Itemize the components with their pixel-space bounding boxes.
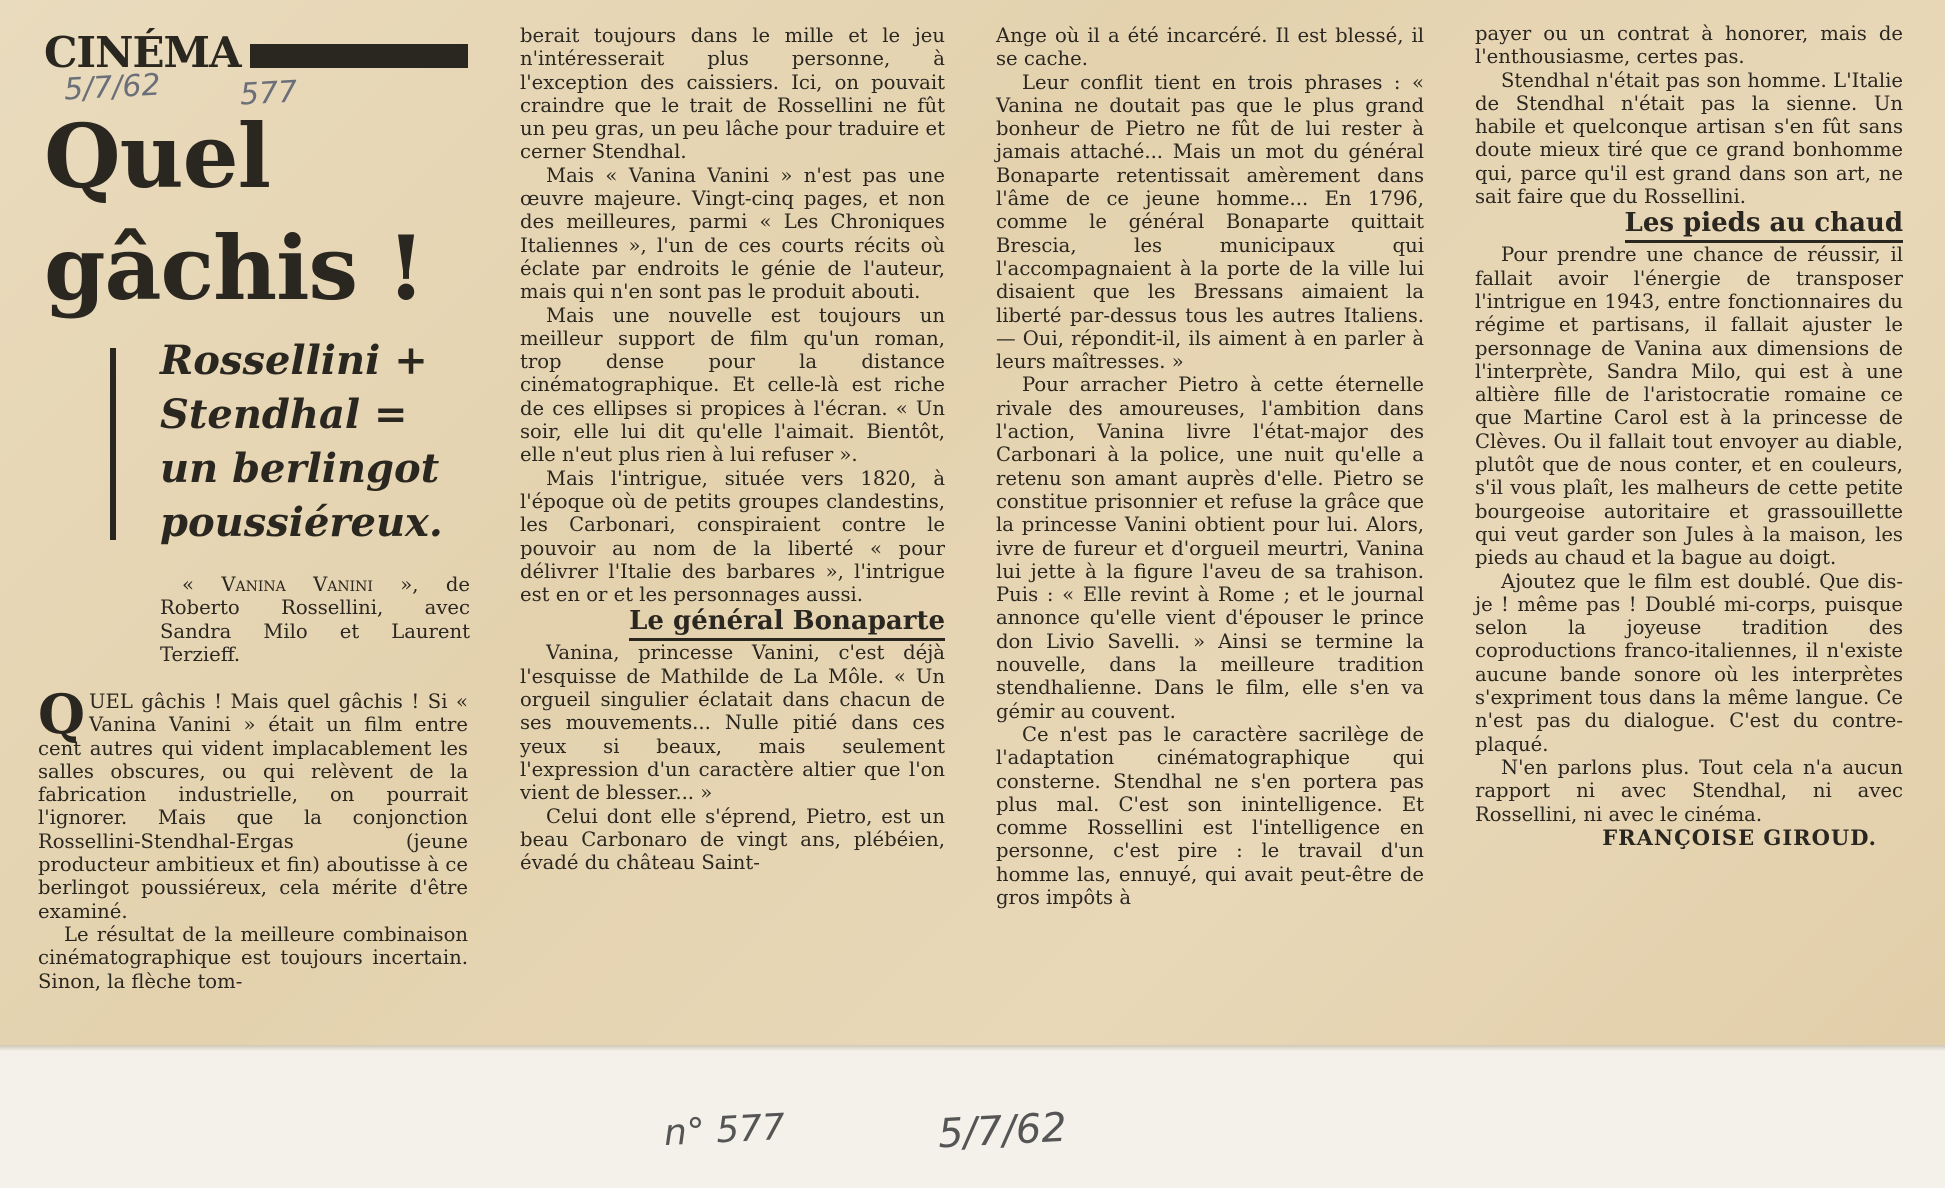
author-signature: FRANÇOISE GIROUD. (1602, 824, 1877, 850)
column-1 (38, 682, 468, 993)
intertitle-text: Les pieds au chaud (1625, 208, 1903, 243)
paragraph: Le résultat de la meilleure combinaison cinématographique est toujours incertain. Sinon, la flèche tom- (38, 922, 468, 993)
paragraph: Celui dont elle s'éprend, Pietro, est un beau Carbonaro de vingt ans, plébéien, évadé du château Saint- (520, 804, 945, 875)
film-credits (160, 573, 470, 666)
paragraph: Ajoutez que le film est doublé. Que dis-je ! même pas ! Doublé mi-corps, puisque selon la joyeuse tradition des coproductions franco-italiennes, il n'existe aucune bande sonore où les interprètes s'expriment tous dans la même langue. Ce n'est pas du dialogue. C'est du contre-plaqué. (1475, 569, 1903, 756)
paragraph: Ange où il a été incarcéré. Il est blessé, il se cache. (996, 24, 1424, 71)
article-headline: Quel gâchis ! (44, 104, 425, 320)
subhead-rule (110, 348, 116, 540)
paragraph: Ce n'est pas le caractère sacrilège de l'adaptation cinématographique qui consterne. Stendhal ne s'en portera pas plus mal. C'est son inintelligence. Et comme Rossellini est l'intelligence en personne, c'est pire : le travail d'un homme las, ennuyé, qui avait peut-être de gros impôts à (996, 722, 1424, 909)
clipping-edge-shadow (0, 1045, 1945, 1051)
paragraph: Leur conflit tient en trois phrases : « Vanina ne doutait pas que le plus grand bonheur de Pietro ne fût de lui rester à jamais attaché... Mais un mot du général Bonaparte retentissait amèrement dans l'âme de ce jeune homme... En 1796, comme le général Bonaparte quittait Brescia, les municipaux qui l'accompagnaient à la porte de la ville lui disaient que les Bressans aimaient la liberté par-dessus tous les autres Italiens. — Oui, répondit-il, ils aiment à en parler à leurs maîtresses. » (996, 70, 1424, 374)
paragraph: Mais l'intrigue, située vers 1820, à l'époque où de petits groupes clandestins, les Carbonari, conspiraient contre le pouvoir au nom de la liberté « pour délivrer l'Italie des barbares », l'intrigue est en or et les personnages aussi. (520, 466, 945, 607)
paragraph (38, 682, 468, 923)
film-title: « Vanina Vanini » (182, 573, 413, 596)
paragraph: Mais une nouvelle est toujours un meilleur support de film qu'un roman, trop dense pour la distance cinématographique. Et celle-là est riche de ces ellipses si propices à l'écran. « Un soir, elle lui dit qu'elle l'aimait. Bientôt, elle n'eut plus rien à lui refuser ». (520, 303, 945, 467)
intertitle (1475, 208, 1903, 243)
paragraph: berait toujours dans le mille et le jeu n'intéresserait plus personne, à l'exception des caissiers. Ici, on pouvait craindre que le trait de Rossellini ne fût un peu gras, un peu lâche pour traduire et cerner Stendhal. (520, 24, 945, 164)
column-3 (996, 24, 1424, 909)
paragraph: payer ou un contrat à honorer, mais de l'enthousiasme, certes pas. (1475, 22, 1903, 69)
handwritten-number-bottom: n° 577 (663, 1106, 786, 1155)
column-4 (1475, 22, 1903, 849)
paragraph: Pour prendre une chance de réussir, il fallait avoir l'énergie de transposer l'intrigue en 1943, entre fonctionnaires du régime et partisans, il fallait ajuster le personnage de Vanina aux dimensions de l'interprète, Sandra Milo, qui est à une altière fille de l'aristocratie romaine ce que Martine Carol est à la princesse de Clèves. Ou il fallait tout envoyer au diable, plutôt que de nous conter, et en couleurs, s'il vous plaît, les malheurs de cette petite bourgeoise autoritaire et grassouillette qui veut garder son Jules à la maison, les pieds au chaud et la bague au doigt. (1475, 243, 1903, 570)
handwritten-date-bottom: 5/7/62 (936, 1104, 1068, 1158)
paragraph: Stendhal n'était pas son homme. L'Italie de Stendhal n'était pas la sienne. Un habile et quelconque artisan s'en fût sans doute mieux tiré que ce grand bonhomme qui, parce qu'il est grand dans son art, ne sait faire que du Rossellini. (1475, 68, 1903, 209)
section-rubric: CINÉMA (44, 28, 241, 77)
handwritten-date-top: 5/7/62 (63, 67, 162, 108)
paragraph-text: UEL gâchis ! Mais quel gâchis ! Si « Vanina Vanini » était un film entre cent autres qui vident implacablement les salles obscures, ou qui relèvent de la fabrication industrielle, on pourrait l'ignorer. Mais que la conjonction Rossellini-Stendhal-Ergas (jeune producteur ambitieux et fin) aboutisse à ce berlingot poussiéreux, cela mérite d'être examiné. (38, 690, 468, 923)
paragraph: Mais « Vanina Vanini » n'est pas une œuvre majeure. Vingt-cinq pages, et non des meilleures, parmi « Les Chroniques Italiennes », l'un de ces courts récits où éclate par endroits le génie de l'auteur, mais qui n'en sont pas le produit abouti. (520, 163, 945, 304)
article-subhead: Rossellini + Stendhal = un berlingot poussiéreux. (160, 337, 443, 546)
column-2 (520, 24, 945, 874)
paragraph: N'en parlons plus. Tout cela n'a aucun rapport ni avec Stendhal, ni avec Rossellini, ni avec le cinéma. (1475, 755, 1903, 826)
paragraph: Vanina, princesse Vanini, c'est déjà l'esquisse de Mathilde de La Môle. « Un orgueil singulier éclatait dans chacun de ses mouvements... Nulle pitié dans ces yeux si beaux, mais seulement l'expression d'un caractère altier que l'on vient de blesser... » (520, 641, 945, 805)
rubric-bar (250, 44, 468, 68)
drop-cap: Q (38, 682, 86, 746)
intertitle-text: Le général Bonaparte (629, 606, 945, 641)
handwritten-number-top: 577 (239, 74, 299, 113)
film-credits-rest: , de Roberto Rossellini, avec Sandra Milo et Laurent Terzieff. (160, 573, 470, 666)
intertitle (520, 606, 945, 641)
paragraph: Pour arracher Pietro à cette éternelle rivale des amoureuses, l'ambition dans l'action, Vanina livre l'état-major des Carbonari à la police, une nuit qu'elle a retenu son amant auprès d'elle. Pietro se constitue prisonnier et refuse la grâce que la princesse Vanini obtient pour lui. Alors, ivre de fureur et d'orgueil meurtri, Vanina lui jette à la figure l'aveu de sa trahison. Puis : « Elle revint à Rome ; et le journal annonce qu'elle vient d'épouser le prince don Livio Savelli. » Ainsi se termine la nouvelle, dans la meilleure tradition stendhalienne. Dans le film, elle s'en va gémir au couvent. (996, 373, 1424, 723)
